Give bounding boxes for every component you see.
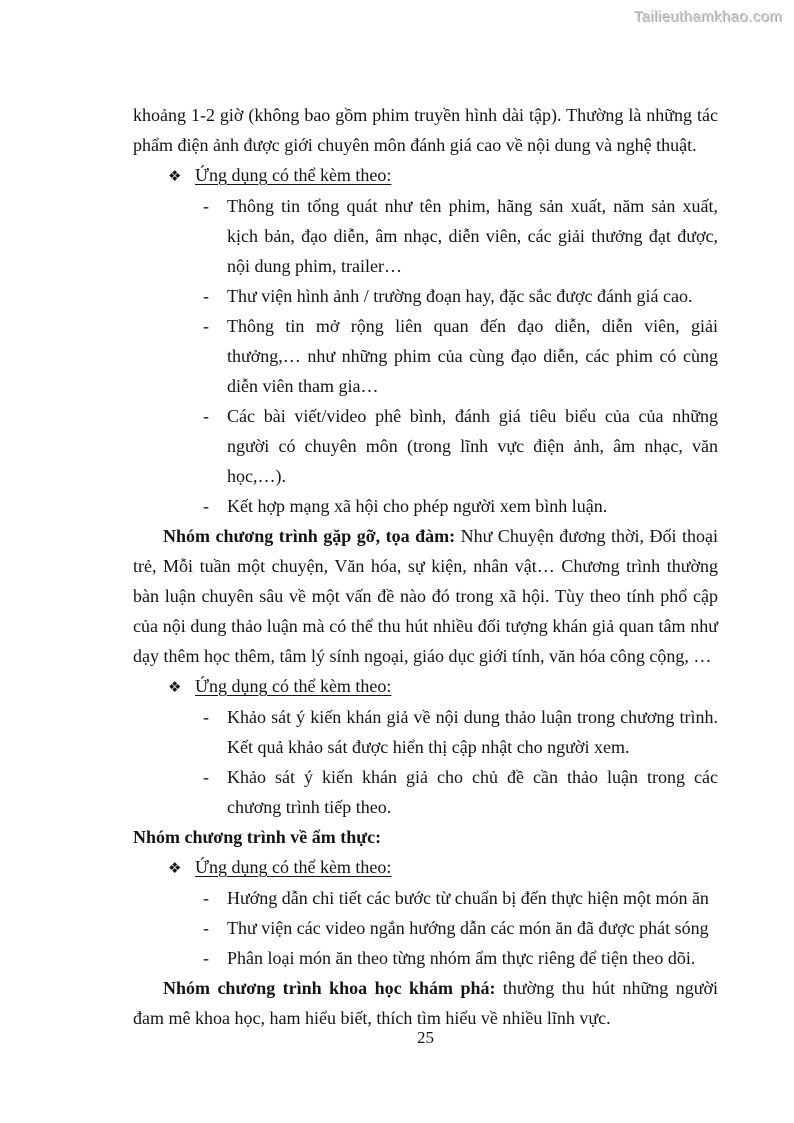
dash-bullet-icon: - [203, 888, 209, 908]
list-item-text: Khảo sát ý kiến khán giả về nội dung thảo luận trong chương trình. Kết quả khảo sát được hiển thị cập nhật cho người xem. [227, 707, 718, 757]
paragraph [133, 521, 718, 671]
apps-list-heading-label: Ứng dụng có thể kèm theo: [195, 676, 392, 696]
dash-bullet-icon: - [203, 496, 209, 516]
list-item [203, 702, 718, 762]
list-item [203, 491, 718, 521]
paragraph-lead: Nhóm chương trình khoa học khám phá: [163, 978, 496, 998]
apps-list-heading [133, 852, 718, 883]
list-item [203, 913, 718, 943]
list-item-text: Hướng dẫn chi tiết các bước từ chuẩn bị đến thực hiện một món ăn [227, 888, 709, 908]
page-number: 25 [417, 1028, 434, 1047]
dash-bullet-icon: - [203, 707, 209, 727]
dash-bullet-icon: - [203, 316, 209, 336]
dash-bullet-icon: - [203, 767, 209, 787]
section-heading: Nhóm chương trình về ẩm thực: [133, 827, 382, 847]
watermark: Tailieuthamkhao.com [633, 8, 782, 25]
dash-bullet-icon: - [203, 286, 209, 306]
paragraph-body: thường thu hút những người đam mê khoa học, ham hiểu biết, thích tìm hiểu về nhiều lĩnh vực. [133, 978, 718, 1028]
list-item-text: Kết hợp mạng xã hội cho phép người xem bình luận. [227, 496, 608, 516]
apps-list-heading [133, 160, 718, 191]
list-item [203, 311, 718, 401]
list-item-text: Thông tin tổng quát như tên phim, hãng sản xuất, năm sản xuất, kịch bản, đạo diễn, âm nhạc, diễn viên, các giải thưởng đạt được, nội dung phim, trailer… [227, 196, 718, 276]
list-item [203, 281, 718, 311]
list-item-text: Thư viện các video ngắn hướng dẫn các món ăn đã được phát sóng [227, 918, 709, 938]
paragraph [133, 973, 718, 1033]
list-item-text: Khảo sát ý kiến khán giả cho chủ đề cần thảo luận trong các chương trình tiếp theo. [227, 767, 718, 817]
diamond-bullet-icon: ❖ [168, 167, 182, 185]
diamond-bullet-icon: ❖ [168, 678, 182, 696]
list-item-text: Các bài viết/video phê bình, đánh giá tiêu biểu của của những người có chuyên môn (trong lĩnh vực điện ảnh, âm nhạc, văn học,…). [227, 406, 718, 486]
dash-bullet-icon: - [203, 948, 209, 968]
list-item-text: Thư viện hình ảnh / trường đoạn hay, đặc sắc được đánh giá cao. [227, 286, 693, 306]
dash-bullet-icon: - [203, 406, 209, 426]
list-item [203, 943, 718, 973]
page-content [133, 100, 718, 1033]
list-item [203, 191, 718, 281]
list-item [203, 762, 718, 822]
dash-bullet-icon: - [203, 918, 209, 938]
list-item [203, 883, 718, 913]
paragraph: khoảng 1-2 giờ (không bao gồm phim truyền hình dài tập). Thường là những tác phẩm điện ảnh được giới chuyên môn đánh giá cao về nội dung và nghệ thuật. [133, 105, 718, 155]
apps-list-heading-label: Ứng dụng có thể kèm theo: [195, 857, 392, 877]
paragraph-lead: Nhóm chương trình gặp gỡ, tọa đàm: [163, 526, 456, 546]
diamond-bullet-icon: ❖ [168, 859, 182, 877]
list-item-text: Phân loại món ăn theo từng nhóm ẩm thực riêng để tiện theo dõi. [227, 948, 696, 968]
paragraph-body: Như Chuyện đương thời, Đối thoại trẻ, Mỗi tuần một chuyện, Văn hóa, sự kiện, nhân vật… Chương trình thường bàn luận chuyên sâu về một vấn đề nào đó trong xã hội. Tùy theo tính phổ cập của nội dung thảo luận mà có thể thu hút nhiều đối tượng khán giả quan tâm như dạy thêm học thêm, tâm lý sính ngoại, giáo dục giới tính, văn hóa công cộng, … [133, 526, 718, 666]
apps-list-heading [133, 671, 718, 702]
list-item [203, 401, 718, 491]
apps-list-heading-label: Ứng dụng có thể kèm theo: [195, 165, 392, 185]
list-item-text: Thông tin mở rộng liên quan đến đạo diễn, diễn viên, giải thưởng,… như những phim của cùng đạo diễn, các phim có cùng diễn viên tham gia… [227, 316, 718, 396]
dash-bullet-icon: - [203, 196, 209, 216]
